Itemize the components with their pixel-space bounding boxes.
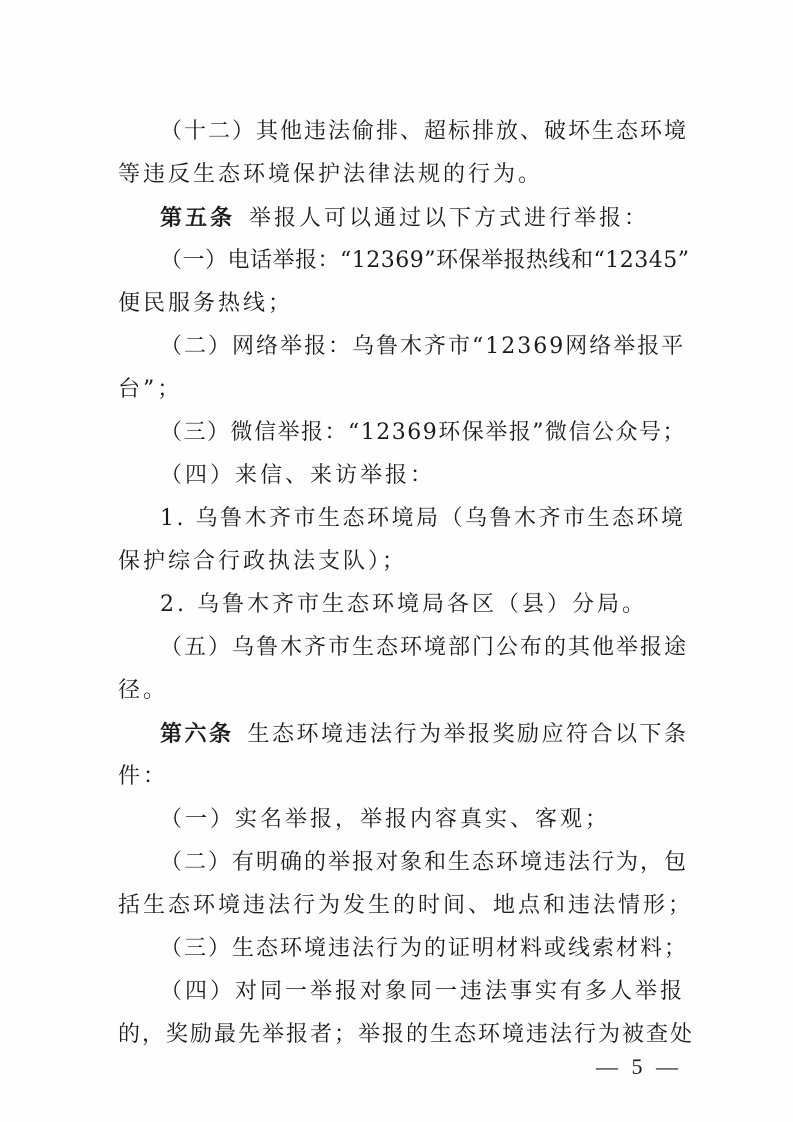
text-line: （三）微信举报：“12369环保举报”微信公众号； — [160, 420, 686, 445]
text-line: 括生态环境违法行为发生的时间、地点和违法情形； — [118, 893, 694, 918]
text-line: 2. 乌鲁木齐市生态环境局各区（县）分局。 — [160, 592, 647, 617]
article-paragraph — [160, 714, 693, 754]
text-line: 的，奖励最先举报者；举报的生态环境违法行为被查处 — [118, 1022, 695, 1047]
text-line: （三）生态环境违法行为的证明材料或线索材料； — [160, 936, 689, 961]
text-line: （二）网络举报：乌鲁木齐市“12369网络举报平 — [160, 334, 686, 359]
text-line: （一）实名举报，举报内容真实、客观； — [160, 807, 611, 832]
text-line: （十二）其他违法偷排、超标排放、破坏生态环境 — [160, 119, 689, 144]
text-line: （五）乌鲁木齐市生态环境部门公布的其他举报途 — [160, 635, 689, 660]
text-line: 举报人可以通过以下方式进行举报： — [249, 206, 650, 231]
article-heading: 第五条 — [160, 205, 236, 231]
page-number: — 5 — — [596, 1054, 682, 1079]
text-line: 等违反生态环境保护法律法规的行为。 — [118, 162, 544, 187]
article-paragraph — [160, 198, 693, 238]
text-line: 1. 乌鲁木齐市生态环境局（乌鲁木齐市生态环境 — [160, 506, 686, 531]
text-line: （四）对同一举报对象同一违法事实有多人举报 — [160, 979, 686, 1004]
text-line: 保护综合行政执法支队）； — [118, 549, 408, 574]
text-line: （四）来信、来访举报： — [160, 463, 436, 488]
article-heading: 第六条 — [160, 721, 234, 747]
text-line: 件： — [118, 764, 169, 789]
text-line: 台”； — [118, 377, 183, 402]
text-line: 径。 — [118, 678, 169, 703]
text-line: 便民服务热线； — [118, 291, 294, 316]
text-line: （二）有明确的举报对象和生态环境违法行为，包 — [160, 850, 689, 875]
text-line: （一）电话举报：“12369”环保举报热线和“12345” — [160, 248, 690, 273]
text-line: 生态环境违法行为举报奖励应符合以下条 — [247, 722, 689, 747]
